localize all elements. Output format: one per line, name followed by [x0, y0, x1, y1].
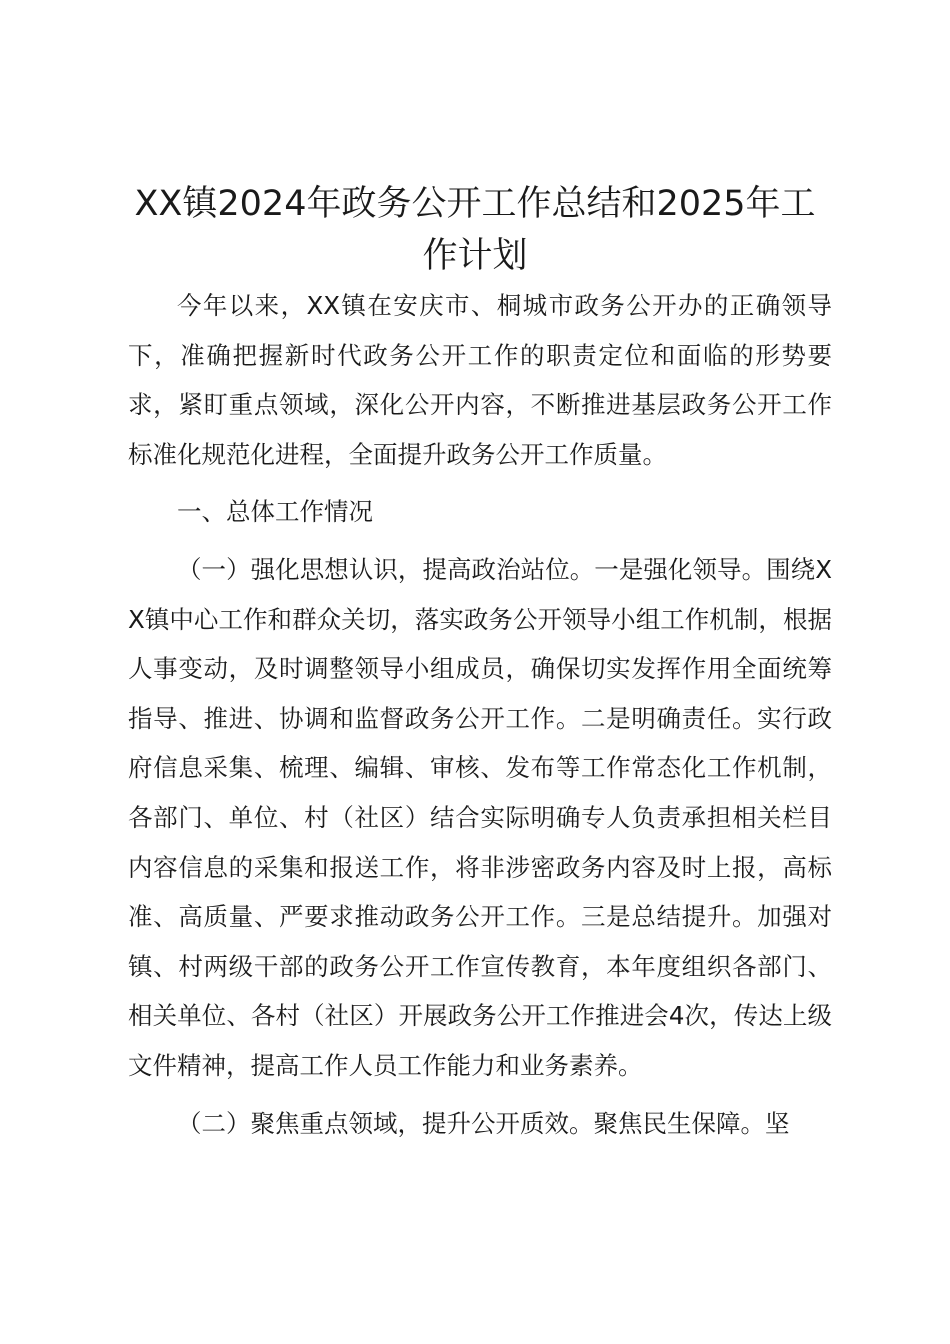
document-title: XX镇2024年政务公开工作总结和2025年工作计划 [134, 184, 816, 276]
paragraph-section-2: （二）聚焦重点领域，提升公开质效。聚焦民生保障。坚 [177, 1108, 790, 1138]
paragraph-section-1: （一）强化思想认识，提高政治站位。一是强化领导。围绕XX镇中心工作和群众关切，落实政务公开领导小组工作机制，根据人事变动，及时调整领导小组成员，确保切实发挥作用全面统筹指导、推进、协调和监督政务公开工作。二是明确责任。实行政府信息采集、梳理、编辑、审核、发布等工作常态化工作机制，各部门、单位、村（社区）结合实际明确专人负责承担相关栏目内容信息的采集和报送工作，将非涉密政务内容及时上报，高标准、高质量、严要求推动政务公开工作。三是总结提升。加强对镇、村两级干部的政务公开工作宣传教育，本年度组织各部门、相关单位、各村（社区）开展政务公开工作推进会4次，传达上级文件精神，提高工作人员工作能力和业务素养。 [128, 554, 832, 1080]
section-heading: 一、总体工作情况 [177, 497, 373, 527]
paragraph-intro: 今年以来，XX镇在安庆市、桐城市政务公开办的正确领导下，准确把握新时代政务公开工作的职责定位和面临的形势要求，紧盯重点领域，深化公开内容，不断推进基层政务公开工作标准化规范化进程，全面提升政务公开工作质量。 [128, 291, 832, 469]
document-body [128, 281, 832, 1156]
